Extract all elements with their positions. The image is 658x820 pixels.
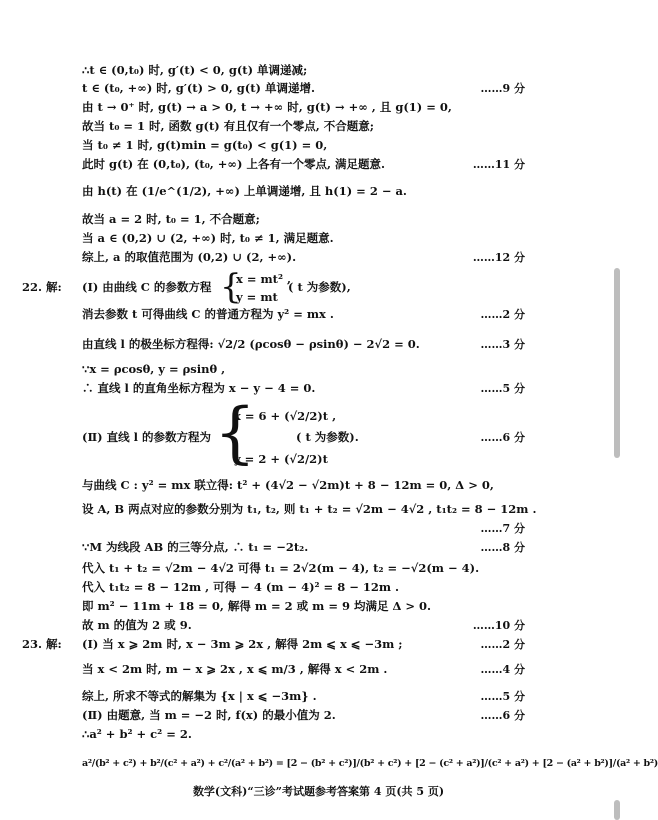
- score-marker: ……10 分: [472, 619, 525, 632]
- solution-line: ∵M 为线段 AB 的三等分点, ∴ t₁ = −2t₂.: [82, 540, 309, 554]
- solution-line: 设 A, B 两点对应的参数分别为 t₁, t₂, 则 t₁ + t₂ = √2m − 4√2 , t₁t₂ = 8 − 12m .: [82, 502, 537, 516]
- solution-line: ∴ 直线 l 的直角坐标方程为 x − y − 4 = 0.: [82, 381, 316, 395]
- score-marker: ……6 分: [480, 431, 525, 444]
- q22-part1-suffix: ( t 为参数),: [288, 280, 351, 294]
- score-marker: ……4 分: [480, 663, 525, 676]
- solution-line: 当 x < 2m 时, m − x ⩾ 2x , x ⩽ m/3 , 解得 x < 2m .: [82, 662, 388, 676]
- solution-line: 由 t → 0⁺ 时, g(t) → a > 0, t → +∞ 时, g(t) → +∞ , 且 g(1) = 0,: [82, 100, 452, 114]
- q23-part1: (Ⅰ) 当 x ⩾ 2m 时, x − 3m ⩾ 2x , 解得 2m ⩽ x ⩽ −3m ;: [82, 637, 403, 651]
- q22-part2-prefix: (Ⅱ) 直线 l 的参数方程为: [82, 430, 211, 444]
- score-marker: ……2 分: [480, 308, 525, 321]
- page-footer: 数学(文科)“三诊”考试题参考答案第 4 页(共 5 页): [192, 785, 445, 798]
- solution-line: 故当 a = 2 时, t₀ = 1, 不合题意;: [82, 212, 260, 226]
- q22-eq2: y = mt: [236, 290, 278, 304]
- left-brace: {: [214, 394, 256, 471]
- solution-line: 由 h(t) 在 (1/e^(1/2), +∞) 上单调递增, 且 h(1) = 2 − a.: [82, 184, 407, 198]
- scrollbar-thumb-lower[interactable]: [614, 800, 620, 820]
- q22-eq1: x = mt² ,: [236, 272, 292, 286]
- score-marker: ……2 分: [480, 638, 525, 651]
- solution-line: ∵x = ρcosθ, y = ρsinθ ,: [82, 362, 226, 376]
- solution-line: 代入 t₁t₂ = 8 − 12m , 可得 − 4 (m − 4)² = 8 − 12m .: [82, 580, 400, 594]
- question-23-number: 23. 解:: [22, 637, 62, 651]
- score-marker: ……6 分: [480, 709, 525, 722]
- score-marker: ……8 分: [480, 541, 525, 554]
- solution-line: (Ⅱ) 由题意, 当 m = −2 时, f(x) 的最小值为 2.: [82, 708, 336, 722]
- solution-line: t ∈ (t₀, +∞) 时, g′(t) > 0, g(t) 单调递增.: [82, 81, 315, 95]
- solution-line: ∴t ∈ (0,t₀) 时, g′(t) < 0, g(t) 单调递减;: [82, 63, 308, 77]
- solution-line: 即 m² − 11m + 18 = 0, 解得 m = 2 或 m = 9 均满足 Δ > 0.: [82, 599, 432, 613]
- solution-line: 综上, 所求不等式的解集为 {x | x ⩽ −3m} .: [82, 689, 317, 703]
- q22-part2-eq2: y = 2 + (√2/2)t: [234, 452, 328, 466]
- score-marker: ……9 分: [480, 82, 525, 95]
- solution-line: 当 a ∈ (0,2) ∪ (2, +∞) 时, t₀ ≠ 1, 满足题意.: [82, 231, 334, 245]
- score-marker: ……12 分: [472, 251, 525, 264]
- scrollbar-thumb[interactable]: [614, 268, 620, 458]
- solution-line: 消去参数 t 可得曲线 C 的普通方程为 y² = mx .: [82, 307, 334, 321]
- final-equation: a²/(b² + c²) + b²/(c² + a²) + c²/(a² + b²) = [2 − (b² + c²)]/(b² + c²) + [2 − (c² + a²)]/(c² + a²) + [2 − (a² + b²)]/(a² + b²): [82, 758, 658, 769]
- left-brace: {: [220, 267, 242, 307]
- solution-line: 故 m 的值为 2 或 9.: [82, 618, 192, 632]
- solution-line: 综上, a 的取值范围为 (0,2) ∪ (2, +∞).: [82, 250, 297, 264]
- q22-part2-suffix: ( t 为参数).: [296, 430, 359, 444]
- solution-line: ∴a² + b² + c² = 2.: [82, 727, 192, 741]
- solution-line: 此时 g(t) 在 (0,t₀), (t₀, +∞) 上各有一个零点, 满足题意.: [82, 157, 385, 171]
- solution-line: 与曲线 C : y² = mx 联立得: t² + (4√2 − √2m)t + 8 − 12m = 0, Δ > 0,: [82, 478, 494, 492]
- solution-line: 由直线 l 的极坐标方程得: √2/2 (ρcosθ − ρsinθ) − 2√2 = 0.: [82, 337, 420, 351]
- q22-part1-prefix: (Ⅰ) 由曲线 C 的参数方程: [82, 280, 212, 294]
- score-marker: ……7 分: [480, 522, 525, 535]
- q22-part2-eq1: x = 6 + (√2/2)t ,: [234, 409, 337, 423]
- score-marker: ……5 分: [480, 382, 525, 395]
- solution-line: 当 t₀ ≠ 1 时, g(t)min = g(t₀) < g(1) = 0,: [82, 138, 328, 152]
- score-marker: ……3 分: [480, 338, 525, 351]
- question-22-number: 22. 解:: [22, 280, 62, 294]
- solution-line: 代入 t₁ + t₂ = √2m − 4√2 可得 t₁ = 2√2(m − 4), t₂ = −√2(m − 4).: [82, 561, 480, 575]
- score-marker: ……5 分: [480, 690, 525, 703]
- score-marker: ……11 分: [472, 158, 525, 171]
- solution-line: 故当 t₀ = 1 时, 函数 g(t) 有且仅有一个零点, 不合题意;: [82, 119, 375, 133]
